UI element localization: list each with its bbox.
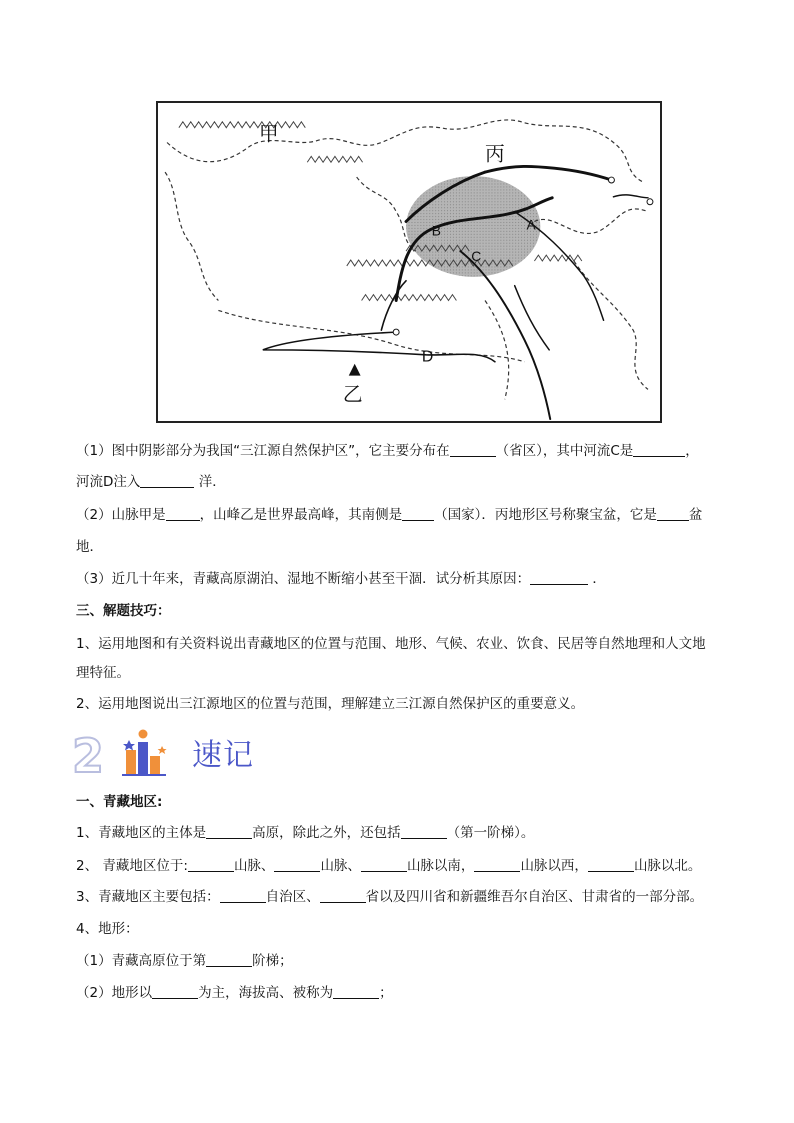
svg-text:2: 2	[72, 729, 105, 778]
river-brahmaputra	[263, 332, 495, 362]
tip-1-line-2: 理特征。	[76, 665, 130, 681]
answer-blank[interactable]	[530, 570, 588, 585]
label-C: C	[471, 248, 482, 265]
qinghai-tibet-map	[156, 101, 662, 423]
answer-blank[interactable]	[220, 888, 266, 903]
answer-blank[interactable]	[206, 952, 252, 967]
answer-blank[interactable]	[140, 473, 194, 488]
answer-blank[interactable]	[633, 442, 685, 457]
question-2-line-2: 地．	[76, 539, 103, 555]
answer-blank[interactable]	[450, 442, 496, 457]
summary-title: 一、青藏地区:	[76, 794, 163, 810]
answer-blank[interactable]	[333, 984, 379, 999]
answer-blank[interactable]	[274, 857, 320, 872]
label-jia: 甲	[258, 123, 279, 146]
tip-1-line-1: 1、运用地图和有关资料说出青藏地区的位置与范围、地形、气候、农业、饮食、民居等自然地理和人文地	[76, 636, 706, 652]
answer-blank[interactable]	[402, 506, 434, 521]
tip-2: 2、运用地图说出三江源地区的位置与范围，理解建立三江源自然保护区的重要意义。	[76, 696, 585, 712]
question-1-line-2: 河流D注入 洋．	[76, 474, 226, 490]
label-bing: 丙	[485, 143, 505, 166]
summary-item-3: 3、青藏地区主要包括： 自治区、 省以及四川省和新疆维吾尔自治区、甘肃省的一部分部。	[76, 889, 704, 905]
answer-blank[interactable]	[152, 984, 198, 999]
answer-blank[interactable]	[401, 824, 447, 839]
label-D: D	[421, 348, 434, 366]
label-A: A	[526, 216, 536, 233]
answer-blank[interactable]	[188, 857, 234, 872]
summary-item-2: 2、 青藏地区位于: 山脉、 山脉、 山脉以南， 山脉以西， 山脉以北。	[76, 858, 702, 874]
label-B: B	[431, 222, 441, 239]
summary-item-1: 1、青藏地区的主体是 高原，除此之外，还包括 （第一阶梯）。	[76, 825, 535, 841]
peak-icon	[349, 364, 361, 376]
answer-blank[interactable]	[474, 857, 520, 872]
answer-blank[interactable]	[166, 506, 200, 521]
map-svg	[158, 103, 660, 421]
question-3: （3）近几十年来，青藏高原湖泊、湿地不断缩小甚至干涸．试分析其原因： ．	[76, 571, 606, 587]
answer-blank[interactable]	[657, 506, 689, 521]
question-2-line-1: （2）山脉甲是 ，山峰乙是世界最高峰，其南侧是 （国家）．丙地形区号称聚宝盆，它是 盆	[76, 507, 703, 523]
section-3-title: 三、解题技巧：	[76, 603, 171, 619]
river-yellow	[485, 166, 611, 180]
summary-item-4-1: （1）青藏高原位于第 阶梯；	[76, 953, 293, 969]
answer-blank[interactable]	[206, 824, 252, 839]
summary-item-4-2: （2）地形以 为主，海拔高、被称为 ；	[76, 985, 393, 1001]
answer-blank[interactable]	[320, 888, 366, 903]
answer-blank[interactable]	[361, 857, 407, 872]
answer-blank[interactable]	[588, 857, 634, 872]
question-1-line-1: （1）图中阴影部分为我国“三江源自然保护区”，它主要分布在 （省区），其中河流C是 ，	[76, 443, 699, 459]
speed-memo-title: 速记	[192, 738, 254, 773]
speed-memo-icon	[72, 728, 192, 778]
label-yi: 乙	[342, 384, 363, 407]
summary-item-4: 4、地形：	[76, 921, 139, 937]
